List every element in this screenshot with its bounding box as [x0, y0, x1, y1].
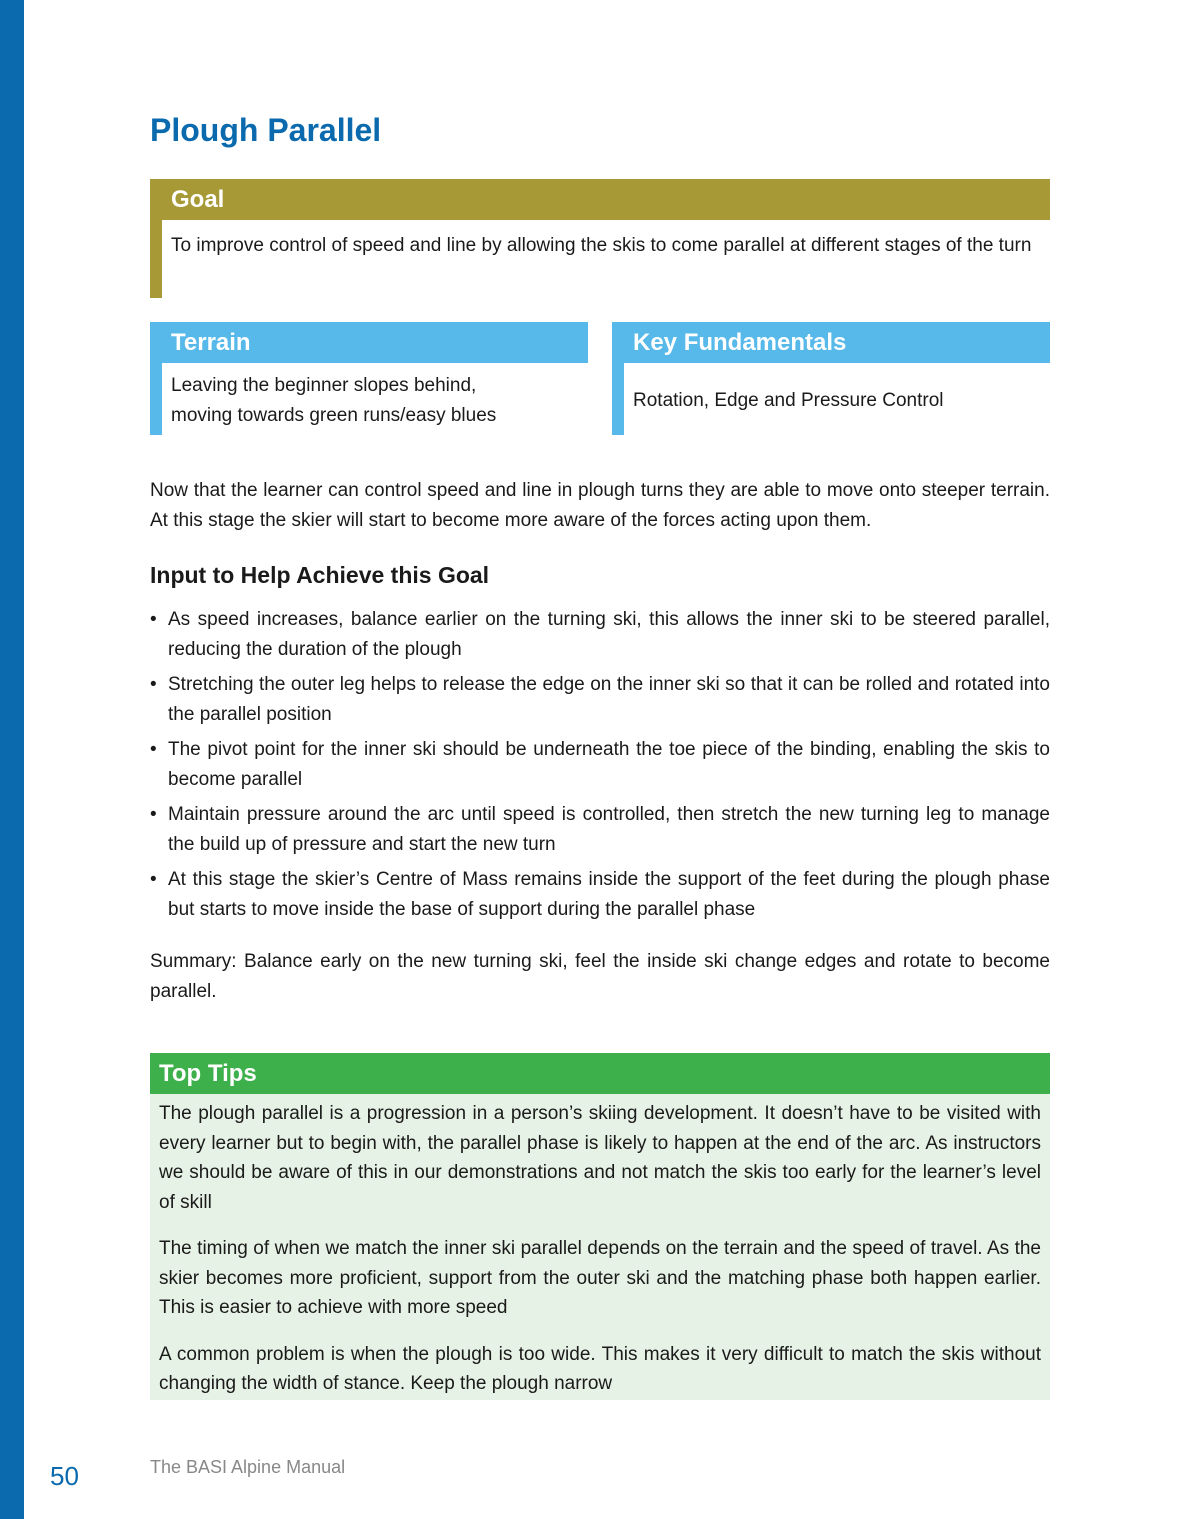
page-edge-bar: [0, 0, 24, 1519]
top-tips-header: [150, 1053, 1050, 1094]
list-item: [150, 735, 1050, 794]
tip-paragraph: The plough parallel is a progression in a person’s skiing development. It doesn’t have to be visited with every learner but to begin with, the parallel phase is likely to happen at the end of the arc. As instructors we should be aware of this in our demonstrations and not match the skis too early for the learner’s level of skill: [159, 1103, 1041, 1213]
list-item: [150, 800, 1050, 859]
bullet-icon: •: [150, 869, 157, 890]
bullet-icon: •: [150, 739, 157, 760]
tip-paragraph: The timing of when we match the inner ski parallel depends on the terrain and the speed of travel. As the skier becomes more proficient, support from the outer ski and the matching phase both happen earlier. This is easier to achieve with more speed: [159, 1238, 1041, 1318]
key-fundamentals-header: [612, 322, 1050, 363]
terrain-text: [171, 371, 581, 431]
bullet-icon: •: [150, 674, 157, 695]
list-item: [150, 865, 1050, 924]
list-item-text: At this stage the skier’s Centre of Mass remains inside the support of the feet during the plough phase but starts to move inside the base of support during the parallel phase: [168, 869, 1050, 920]
section-heading: Input to Help Achieve this Goal: [150, 562, 490, 588]
goal-text: To improve control of speed and line by allowing the skis to come parallel at different stages of the turn: [171, 235, 1032, 256]
top-tips-body: [150, 1094, 1050, 1400]
intro-paragraph: Now that the learner can control speed and line in plough turns they are able to move onto steeper terrain. At this stage the skier will start to become more aware of the forces acting upon them.: [150, 480, 1050, 531]
key-fundamentals-text: Rotation, Edge and Pressure Control: [633, 390, 944, 411]
terrain-line: Leaving the beginner slopes behind,: [171, 375, 477, 396]
goal-header: [150, 179, 1050, 220]
terrain-accent-bar: [150, 363, 162, 435]
bullet-icon: •: [150, 804, 157, 825]
list-item-text: As speed increases, balance earlier on the turning ski, this allows the inner ski to be steered parallel, reducing the duration of the plough: [168, 609, 1050, 660]
terrain-line: moving towards green runs/easy blues: [171, 405, 497, 426]
input-bullet-list: [150, 605, 1050, 930]
list-item: [150, 670, 1050, 729]
terrain-header: [150, 322, 588, 363]
goal-accent-bar: [150, 220, 162, 298]
summary-paragraph: Summary: Balance early on the new turning ski, feel the inside ski change edges and rotate to become parallel.: [150, 951, 1050, 1002]
bullet-icon: •: [150, 609, 157, 630]
list-item-text: Maintain pressure around the arc until speed is controlled, then stretch the new turning leg to manage the build up of pressure and start the new turn: [168, 804, 1050, 855]
list-item-text: The pivot point for the inner ski should be underneath the toe piece of the binding, enabling the skis to become parallel: [168, 739, 1050, 790]
list-item: [150, 605, 1050, 664]
terrain-heading: Terrain: [171, 328, 251, 356]
key-fundamentals-accent-bar: [612, 363, 624, 435]
footer-title: The BASI Alpine Manual: [150, 1457, 346, 1477]
goal-heading: Goal: [171, 185, 225, 213]
top-tips-heading: Top Tips: [159, 1059, 257, 1087]
page-title: Plough Parallel: [150, 112, 382, 148]
page-number: 50: [50, 1461, 79, 1491]
list-item-text: Stretching the outer leg helps to release the edge on the inner ski so that it can be rolled and rotated into the parallel position: [168, 674, 1050, 725]
key-fundamentals-heading: Key Fundamentals: [633, 328, 847, 356]
tip-paragraph: A common problem is when the plough is too wide. This makes it very difficult to match the skis without changing the width of stance. Keep the plough narrow: [159, 1343, 1041, 1394]
